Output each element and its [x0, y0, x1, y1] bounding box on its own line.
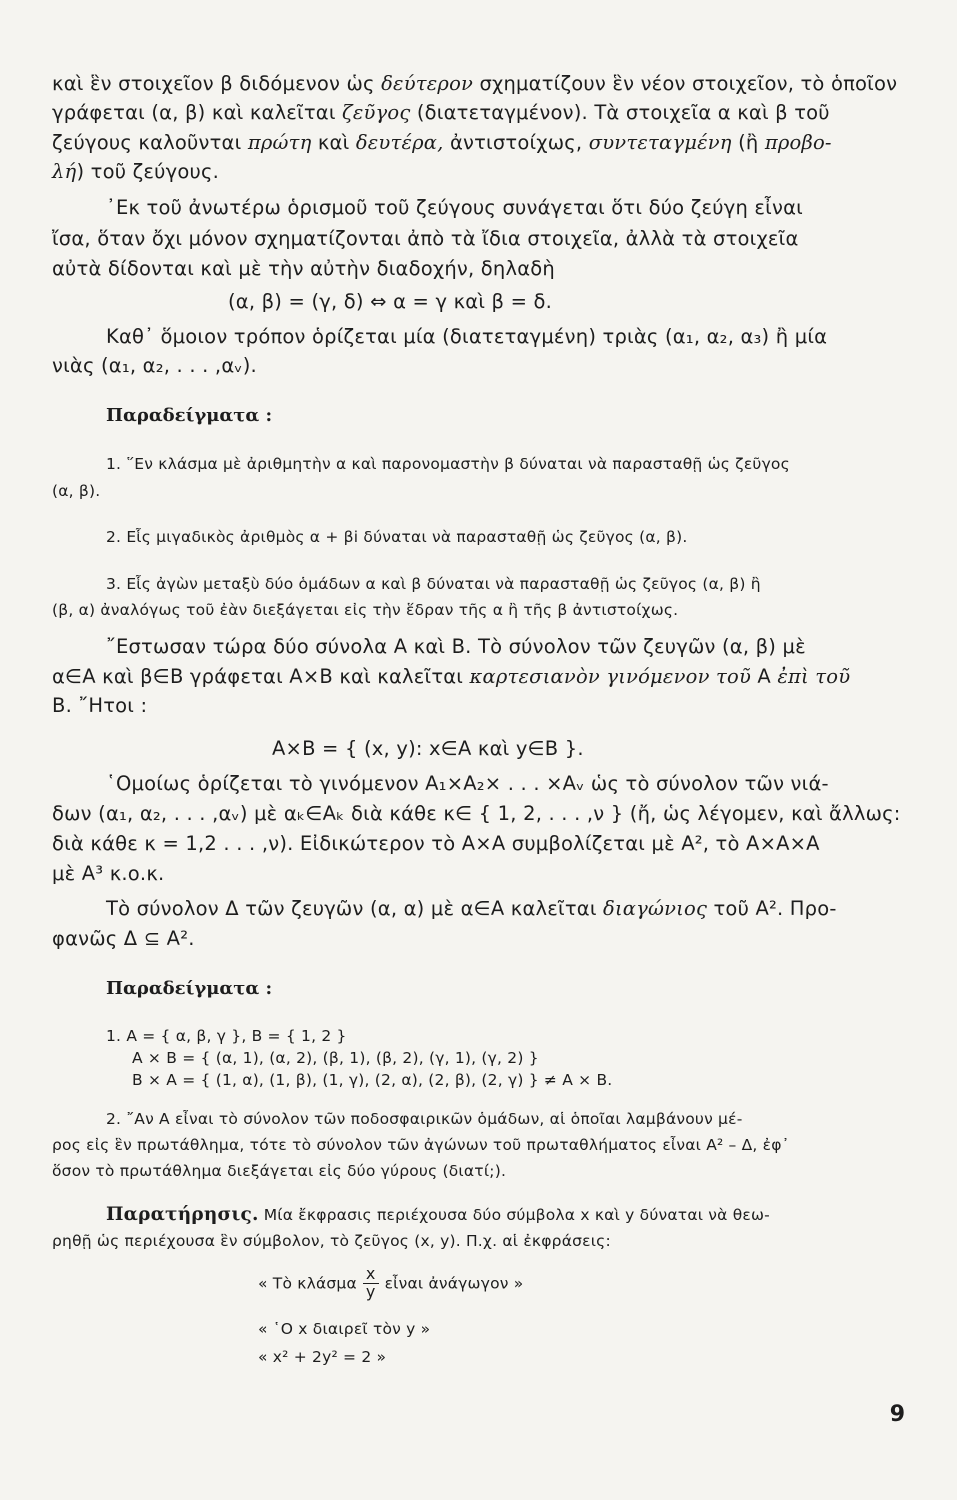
examples-heading-2: Παραδείγματα : [106, 978, 273, 999]
paragraph-diagonal-line-1: Τὸ σύνολον Δ τῶν ζευγῶν (α, α) μὲ α∈Α καλεῖται διαγώνιος τοῦ Α². Προ- [106, 897, 837, 920]
example-sets-definition: 1. Α = { α, β, γ }, Β = { 1, 2 } [106, 1027, 347, 1045]
example-championship-line-1: 2. ῎Αν Α εἶναι τὸ σύνολον τῶν ποδοσφαιρικῶν ὁμάδων, αἱ ὁποῖαι λαμβάνουν μέ- [106, 1110, 743, 1128]
paragraph-n-product-line-1: ῾Ομοίως ὁρίζεται τὸ γινόμενον Α₁×Α₂× . . . ×Αᵥ ὡς τὸ σύνολον τῶν νιά- [106, 772, 829, 795]
paragraph-equality-line-1: ᾿Εκ τοῦ ἀνωτέρω ὁρισμοῦ τοῦ ζεύγους συνάγεται ὅτι δύο ζεύγη εἶναι [106, 196, 803, 219]
expression-fraction-irreducible: « Τὸ κλάσμα $\frac{x}{y}$ εἶναι ἀνάγωγον » [258, 1264, 524, 1301]
paragraph-pair-definition-line-3: ζεύγους καλοῦνται πρώτη καὶ δευτέρα, ἀντιστοίχως, συντεταγμένη (ἢ προβο- [52, 131, 832, 154]
paragraph-pair-definition-line-2: γράφεται (α, β) καὶ καλεῖται ζεῦγος (διατεταγμένον). Τὰ στοιχεῖα α καὶ β τοῦ [52, 101, 830, 124]
formula-cartesian-product: Α×Β = { (x, y): x∈Α καὶ y∈Β }. [272, 737, 584, 760]
example-3-match-line-1: 3. Εἷς ἀγὼν μεταξὺ δύο ὁμάδων α καὶ β δύναται νὰ παρασταθῇ ὡς ζεῦγος (α, β) ἢ [106, 575, 761, 593]
page-number: 9 [889, 1402, 905, 1427]
paragraph-n-product-line-3: διὰ κάθε κ = 1,2 . . . ,ν). Εἰδικώτερον τὸ Α×Α συμβολίζεται μὲ Α², τὸ Α×Α×Α [52, 832, 820, 855]
example-1-fraction-line-2: (α, β). [52, 482, 101, 500]
paragraph-pair-definition-line-4: λή) τοῦ ζεύγους. [52, 160, 220, 183]
example-championship-line-2: ρος εἰς ἓν πρωτάθλημα, τότε τὸ σύνολον τῶν ἀγώνων τοῦ πρωταθλήματος εἶναι Α² – Δ, ἐφ᾿ [52, 1136, 790, 1154]
example-2-complex-number: 2. Εἷς μιγαδικὸς ἀριθμὸς α + βi δύναται νὰ παρασταθῇ ὡς ζεῦγος (α, β). [106, 528, 688, 546]
paragraph-cartesian-line-3: Β. ῎Ητοι : [52, 694, 148, 717]
expression-x-divides-y: « ῾Ο x διαιρεῖ τὸν y » [258, 1320, 431, 1338]
example-product-a-by-b: Α × Β = { (α, 1), (α, 2), (β, 1), (β, 2), (γ, 1), (γ, 2) } [132, 1049, 539, 1067]
examples-heading-1: Παραδείγματα : [106, 405, 273, 426]
fraction-x-over-y: $\frac{x}{y}$ [363, 1266, 379, 1301]
remark-heading: Παρατήρησις. [106, 1204, 259, 1225]
example-product-b-by-a: Β × Α = { (1, α), (1, β), (1, γ), (2, α), (2, β), (2, γ) } ≠ Α × Β. [132, 1071, 613, 1089]
expression-equation: « x² + 2y² = 2 » [258, 1348, 387, 1366]
paragraph-equality-line-3: αὐτὰ δίδονται καὶ μὲ τὴν αὐτὴν διαδοχήν, δηλαδὴ [52, 257, 555, 280]
paragraph-pair-definition-line-1: καὶ ἓν στοιχεῖον β διδόμενον ὡς δεύτερον σχηματίζουν ἓν νέον στοιχεῖον, τὸ ὁποῖον [52, 72, 898, 95]
example-1-fraction-line-1: 1. ῞Εν κλάσμα μὲ ἀριθμητὴν α καὶ παρονομαστὴν β δύναται νὰ παρασταθῇ ὡς ζεῦγος [106, 455, 790, 473]
example-championship-line-3: ὅσον τὸ πρωτάθλημα διεξάγεται εἰς δύο γύρους (διατί;). [52, 1162, 507, 1180]
example-3-match-line-2: (β, α) ἀναλόγως τοῦ ἐὰν διεξάγεται εἰς τὴν ἕδραν τῆς α ἢ τῆς β ἀντιστοίχως. [52, 601, 679, 619]
remark-line-2: ρηθῇ ὡς περιέχουσα ἓν σύμβολον, τὸ ζεῦγος (x, y). Π.χ. αἱ ἐκφράσεις: [52, 1232, 611, 1250]
paragraph-triple-line-1: Καθ᾿ ὅμοιον τρόπον ὁρίζεται μία (διατεταγμένη) τριὰς (α₁, α₂, α₃) ἢ μία [106, 325, 828, 348]
paragraph-diagonal-line-2: φανῶς Δ ⊆ Α². [52, 927, 195, 950]
remark-line-1: Παρατήρησις. Μία ἔκφρασις περιέχουσα δύο σύμβολα x καὶ y δύναται νὰ θεω- [106, 1204, 770, 1225]
paragraph-equality-line-2: ἴσα, ὅταν ὄχι μόνον σχηματίζονται ἀπὸ τὰ ἴδια στοιχεῖα, ἀλλὰ τὰ στοιχεῖα [52, 227, 799, 250]
paragraph-cartesian-line-2: α∈Α καὶ β∈Β γράφεται Α×Β καὶ καλεῖται καρτεσιανὸν γινόμενον τοῦ Α ἐπὶ τοῦ [52, 665, 851, 688]
paragraph-n-product-line-2: δων (α₁, α₂, . . . ,αᵥ) μὲ αₖ∈Αₖ διὰ κάθε κ∈ { 1, 2, . . . ,ν } (ἤ, ὡς λέγομεν, καὶ ἄλλως: [52, 802, 901, 825]
formula-pair-equality: (α, β) = (γ, δ) ⇔ α = γ καὶ β = δ. [228, 290, 553, 313]
paragraph-n-product-line-4: μὲ Α³ κ.ο.κ. [52, 862, 165, 885]
paragraph-triple-line-2: νιὰς (α₁, α₂, . . . ,αᵥ). [52, 354, 257, 377]
paragraph-cartesian-line-1: ῎Εστωσαν τώρα δύο σύνολα Α καὶ Β. Τὸ σύνολον τῶν ζευγῶν (α, β) μὲ [106, 635, 806, 658]
